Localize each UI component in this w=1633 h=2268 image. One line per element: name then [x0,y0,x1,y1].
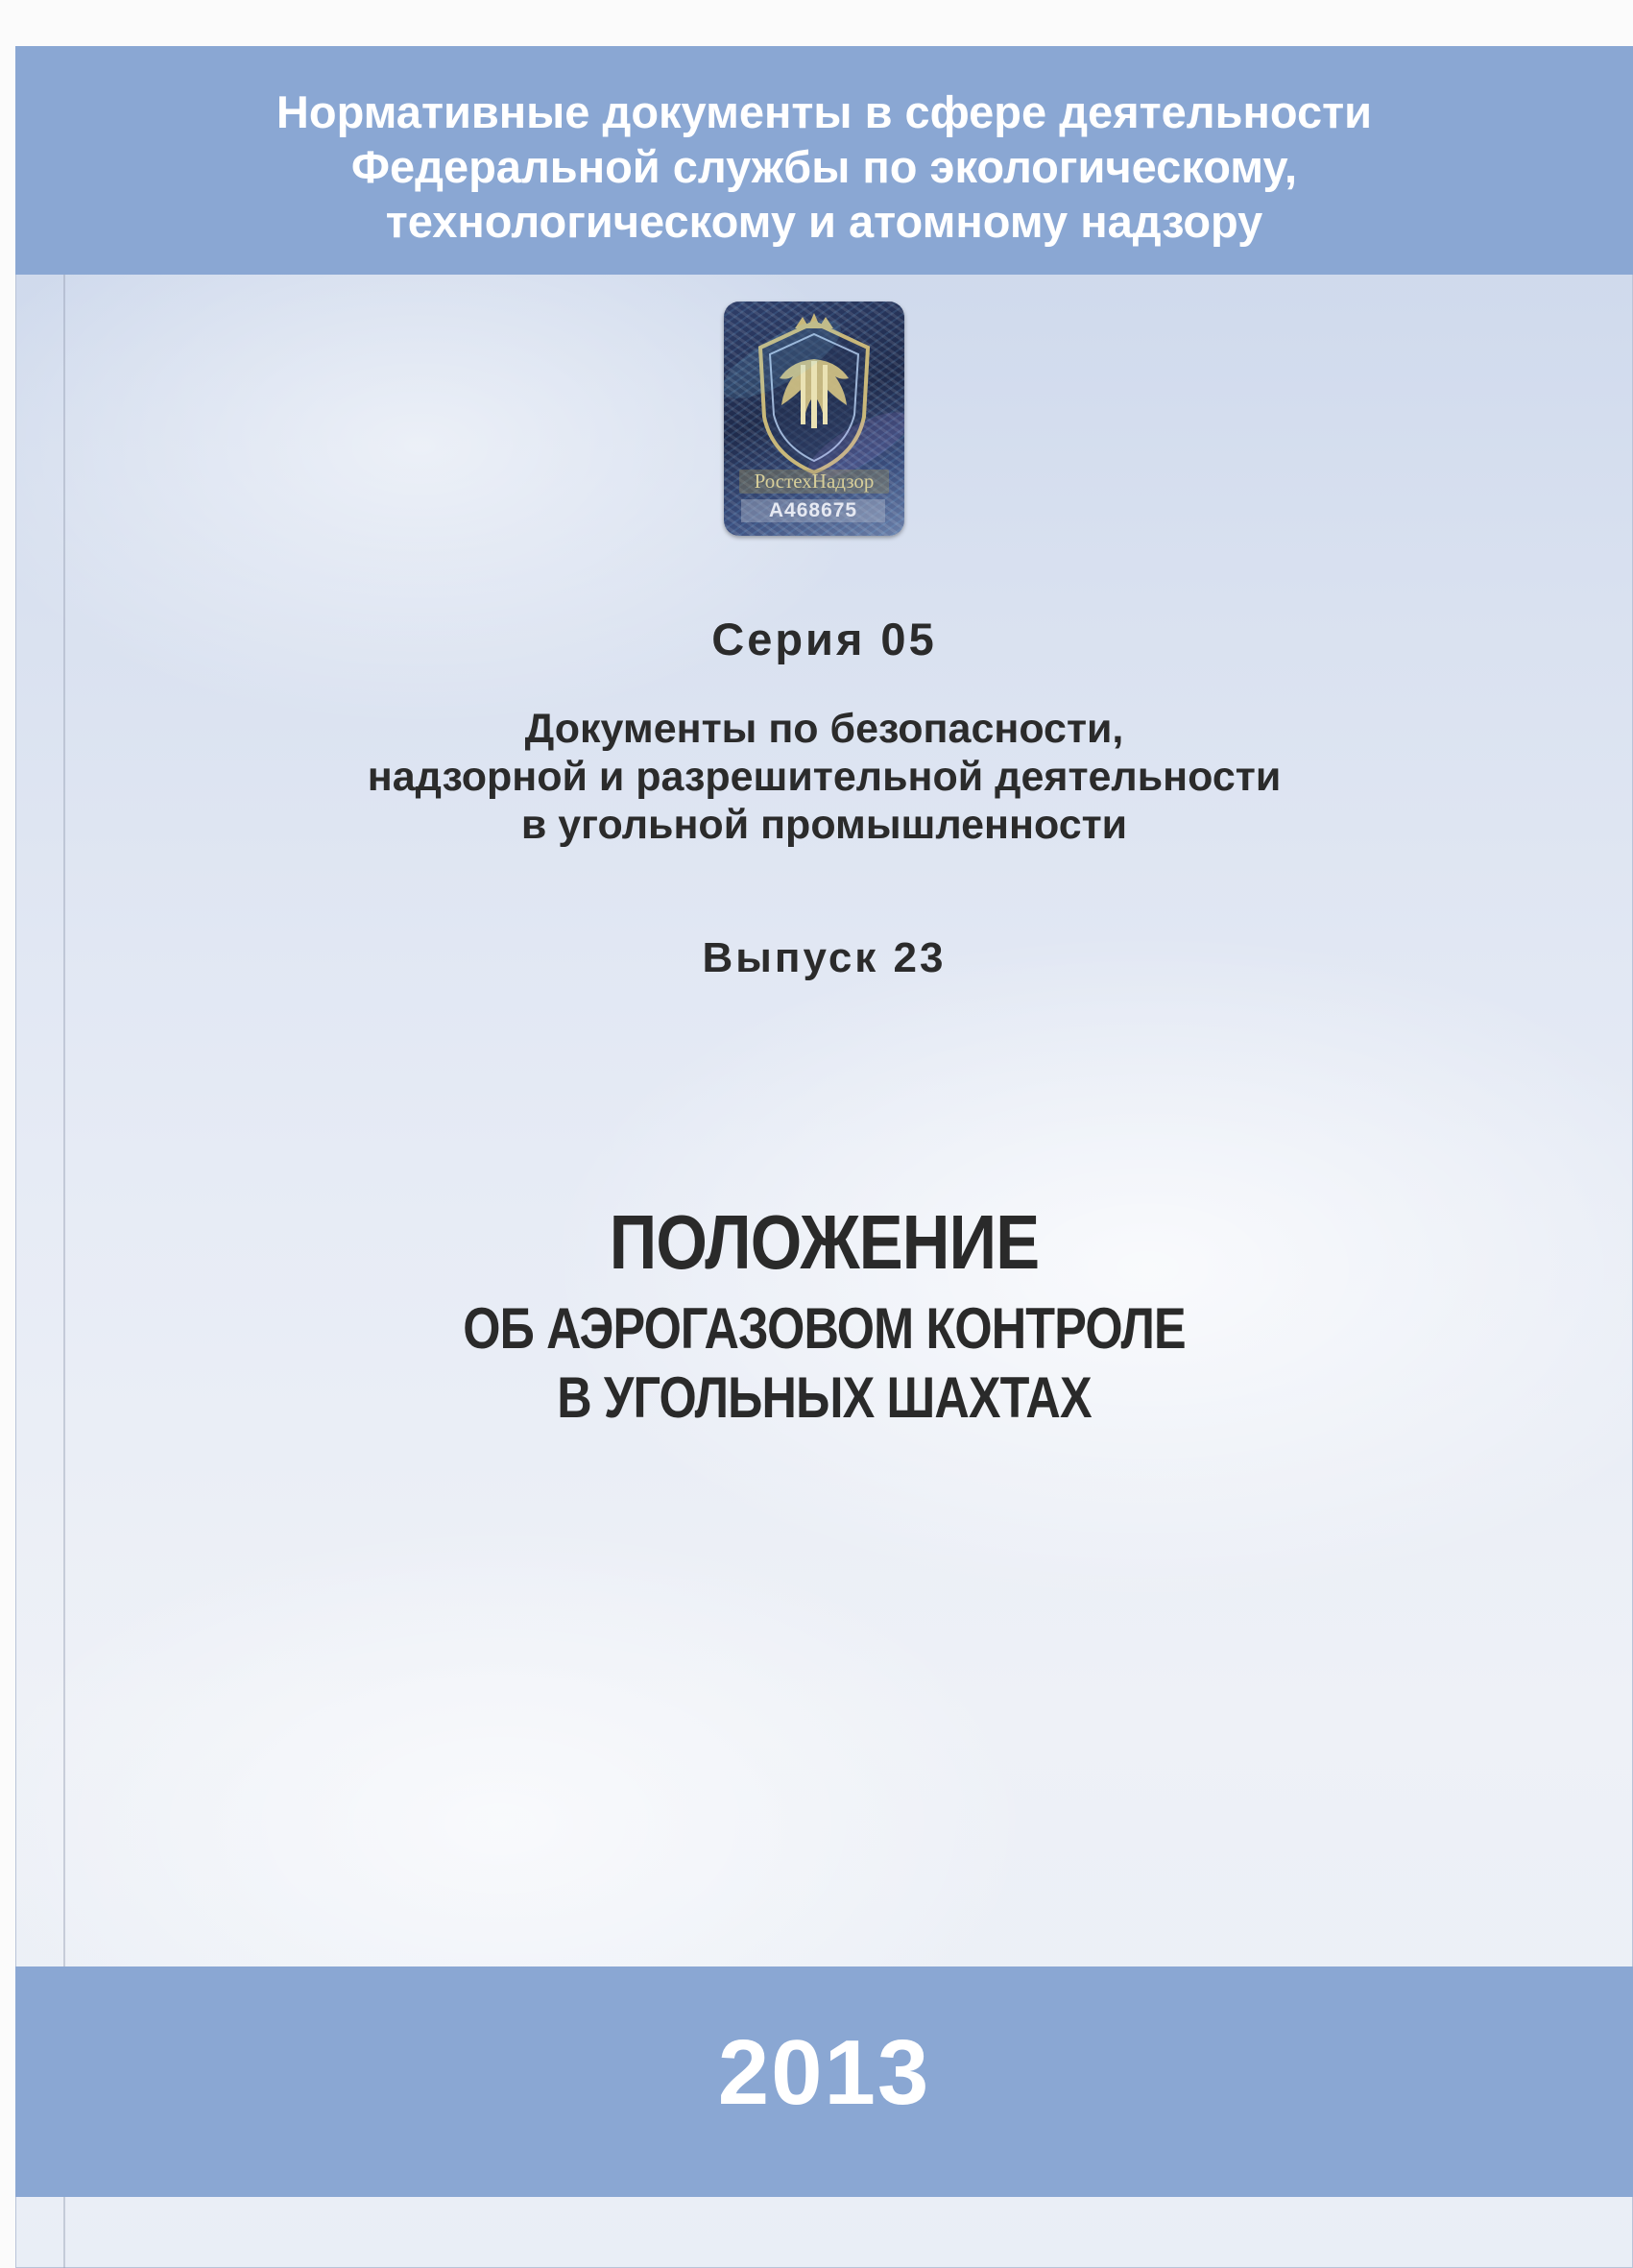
header-line-3: технологическому и атомному надзору [385,196,1263,247]
documents-line-3: в угольной промышленности [520,802,1128,848]
document-subtitle [145,1294,1503,1433]
series-label: Серия 05 [711,614,937,664]
rostekhnadzor-hologram-icon [724,302,904,536]
subtitle-line-1: ОБ АЭРОГАЗОВОМ КОНТРОЛЕ [463,1296,1186,1361]
document-title: ПОЛОЖЕНИЕ [609,1199,1040,1285]
spine-crease [63,46,65,2268]
header-line-2: Федеральной службы по экологическому, [350,141,1298,192]
issue-label: Выпуск 23 [702,934,947,981]
header-band [15,46,1633,275]
header-text [15,84,1633,249]
emblem-serial-number: А468675 [741,499,885,522]
documents-description [15,705,1633,849]
emblem-name: РостехНадзор [739,470,889,494]
documents-line-2: надзорной и разрешительной деятельности [367,754,1282,800]
documents-line-1: Документы по безопасности, [524,706,1124,752]
header-line-1: Нормативные документы в сфере деятельности [276,86,1373,137]
subtitle-line-2: В УГОЛЬНЫХ ШАХТАХ [557,1365,1092,1430]
book-cover [15,46,1633,2268]
publication-year: 2013 [717,2021,931,2124]
